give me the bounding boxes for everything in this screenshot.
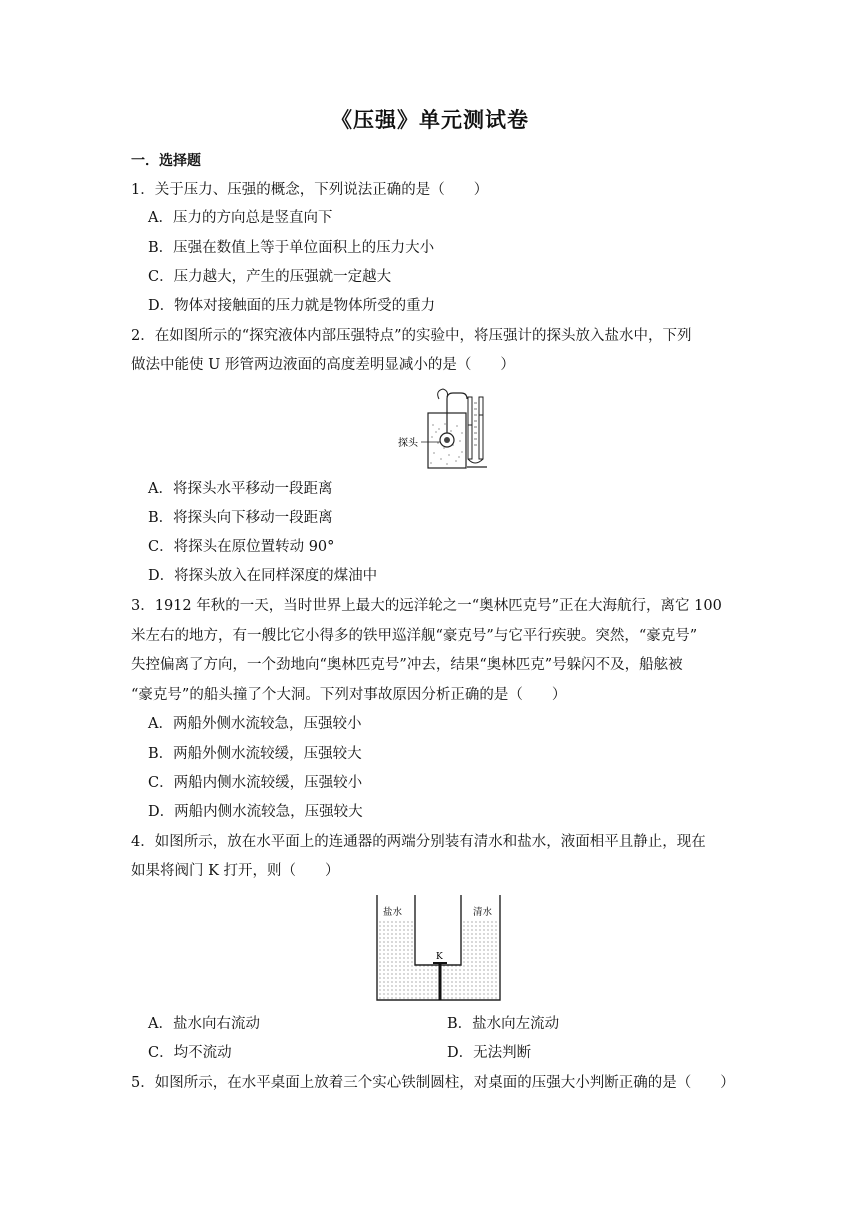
question-4-option-d: D．无法判断: [447, 1045, 532, 1061]
question-3-stem-line3: 失控偏离了方向，一个劲地向“奥林匹克号”冲去，结果“奥林匹克”号躲闪不及，船舷被: [131, 657, 683, 673]
question-1-stem: 1．关于压力、压强的概念，下列说法正确的是（ ）: [131, 182, 489, 198]
question-2-stem-line2: 做法中能使 U 形管两边液面的高度差明显减小的是（ ）: [131, 357, 515, 373]
probe-label: 探头: [398, 438, 418, 449]
question-4-option-b: B．盐水向左流动: [447, 1016, 560, 1032]
question-2-option-d: D．将探头放入在同样深度的煤油中: [148, 568, 378, 584]
valve-label: K: [436, 952, 443, 962]
question-4-option-c: C．均不流动: [148, 1045, 232, 1061]
clear-water-label: 清水: [473, 907, 493, 918]
connected-vessel-figure: [375, 893, 503, 1003]
question-1-option-b: B．压强在数值上等于单位面积上的压力大小: [148, 240, 435, 256]
question-5-stem: 5．如图所示，在水平桌面上放着三个实心铁制圆柱，对桌面的压强大小判断正确的是（ ）: [131, 1075, 735, 1091]
question-3-option-a: A．两船外侧水流较急，压强较小: [148, 716, 362, 732]
page-title: 《压强》单元测试卷: [331, 108, 529, 132]
section-heading: 一．选择题: [131, 153, 201, 169]
question-1-option-a: A．压力的方向总是竖直向下: [148, 210, 333, 226]
pressure-gauge-figure: [395, 385, 490, 470]
question-2-option-a: A．将探头水平移动一段距离: [148, 481, 333, 497]
question-2-stem-line1: 2．在如图所示的“探究液体内部压强特点”的实验中，将压强计的探头放入盐水中，下列: [131, 328, 692, 344]
question-1-option-c: C．压力越大，产生的压强就一定越大: [148, 269, 392, 285]
salt-water-label: 盐水: [383, 907, 403, 918]
question-3-option-b: B．两船外侧水流较缓，压强较大: [148, 746, 362, 762]
question-4-option-a: A．盐水向右流动: [148, 1016, 260, 1032]
question-4-stem-line1: 4．如图所示，放在水平面上的连通器的两端分别装有清水和盐水，液面相平且静止，现在: [131, 834, 706, 850]
question-4-stem-line2: 如果将阀门 K 打开，则（ ）: [131, 863, 340, 879]
question-3-option-c: C．两船内侧水流较缓，压强较小: [148, 775, 363, 791]
question-2-option-c: C．将探头在原位置转动 90°: [148, 539, 335, 555]
question-1-option-d: D．物体对接触面的压力就是物体所受的重力: [148, 298, 436, 314]
question-3-stem-line2: 米左右的地方，有一艘比它小得多的铁甲巡洋舰“豪克号”与它平行疾驶。突然，“豪克号”: [131, 628, 698, 644]
question-2-option-b: B．将探头向下移动一段距离: [148, 510, 333, 526]
question-3-stem-line4: “豪克号”的船头撞了个大洞。下列对事故原因分析正确的是（ ）: [131, 687, 567, 703]
question-3-stem-line1: 3．1912 年秋的一天，当时世界上最大的远洋轮之一“奥林匹克号”正在大海航行，离它 100: [131, 598, 722, 614]
question-3-option-d: D．两船内侧水流较急，压强较大: [148, 804, 363, 820]
